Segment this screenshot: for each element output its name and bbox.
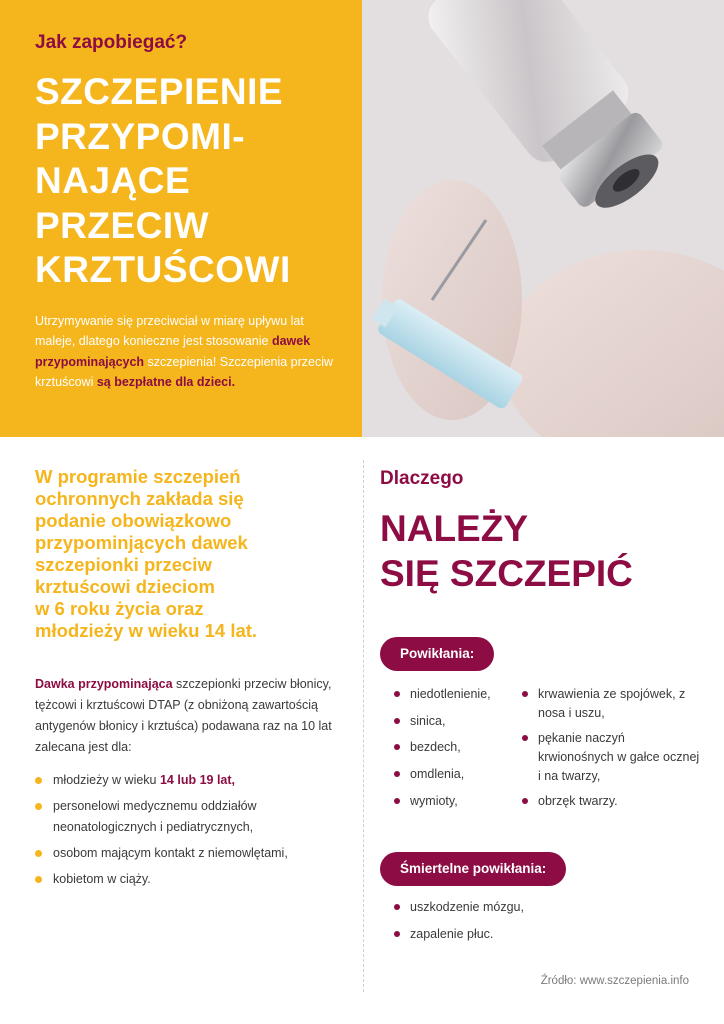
fatal-complications-badge: Śmiertelne powikłania: xyxy=(380,852,566,886)
headline-line: KRZTUŚCOWI xyxy=(35,249,291,290)
hero-headline xyxy=(35,70,338,293)
lead-line: ochronnych zakłada się xyxy=(35,488,244,509)
headline-line: NALEŻY xyxy=(380,508,528,549)
booster-dose-text: szczepionki przeciw błonicy, tężcowi i krztuścowi DTAP (z obniżoną zawartością antygenów błonicy i krztuśca) podawana raz na 10 lat zalecana jest dla: xyxy=(35,677,332,754)
lead-line: młodzieży w wieku 14 lat. xyxy=(35,620,258,641)
lead-line: W programie szczepień xyxy=(35,466,241,487)
complications-badge: Powikłania: xyxy=(380,637,494,671)
intro-text: Utrzymywanie się przeciwciał w miarę upływu lat maleje, dlatego konieczne jest stosowanie xyxy=(35,313,304,348)
lead-line: krztuścowi dzieciom xyxy=(35,576,215,597)
headline-line: PRZECIW xyxy=(35,204,210,246)
complications-list-col2 xyxy=(522,685,702,817)
lead-line: podanie obowiązkowo xyxy=(35,510,232,531)
booster-dose-paragraph xyxy=(35,674,335,758)
hero-text-panel xyxy=(0,0,362,437)
list-item xyxy=(35,770,335,791)
hero-kicker: Jak zapobiegać? xyxy=(35,32,188,53)
list-item: sinica, xyxy=(394,712,519,731)
list-item-text: personelowi medycznemu oddziałów neonatologicznych i pediatrycznych, xyxy=(53,799,257,834)
vaccine-vial-syringe-illustration xyxy=(362,0,724,437)
source-note: Źródło: www.szczepienia.info xyxy=(540,975,689,987)
recommended-groups-list xyxy=(35,770,335,890)
list-item-text: osobom mającym kontakt z niemowlętami, xyxy=(53,846,288,860)
headline-line: NAJĄCE xyxy=(35,160,191,201)
headline-line: PRZYPOMI- xyxy=(35,115,246,157)
list-item xyxy=(35,843,335,864)
list-item: krwawienia ze spojówek, z nosa i uszu, xyxy=(522,685,702,723)
list-item-bold: 14 lub 19 lat, xyxy=(159,773,236,787)
vaccine-photo xyxy=(362,0,724,437)
column-divider xyxy=(363,460,364,992)
list-item: niedotlenienie, xyxy=(394,685,519,704)
lead-line: przypominjących dawek xyxy=(35,532,248,553)
list-item: wymioty, xyxy=(394,792,519,811)
list-item: bezdech, xyxy=(394,738,519,757)
headline-line: SIĘ SZCZEPIĆ xyxy=(380,553,633,594)
right-column xyxy=(380,466,710,596)
list-item: pękanie naczyń krwionośnych w gałce ocznej i na twarzy, xyxy=(522,729,702,786)
lead-line: szczepionki przeciw xyxy=(35,554,212,575)
hero-section xyxy=(0,0,724,437)
fatal-complications-list xyxy=(394,898,654,952)
why-kicker: Dlaczego xyxy=(380,468,464,489)
intro-text: szczepienia! Szczepienia przeciw krztuścowi xyxy=(35,354,334,389)
intro-bold: są bezpłatne dla dzieci. xyxy=(96,375,236,389)
booster-dose-bold: Dawka przypominająca xyxy=(35,677,173,691)
list-item: obrzęk twarzy. xyxy=(522,792,702,811)
lead-line: w 6 roku życia oraz xyxy=(35,598,204,619)
hero-intro xyxy=(35,311,335,393)
headline-line: SZCZEPIENIE xyxy=(35,71,284,112)
complications-list-col1 xyxy=(394,685,519,818)
list-item: uszkodzenie mózgu, xyxy=(394,898,654,917)
intro-bold: dawek przypominających xyxy=(35,334,311,369)
program-lead-text xyxy=(35,466,335,642)
must-vaccinate-headline xyxy=(380,506,710,596)
list-item-text: młodzieży w wieku xyxy=(53,773,160,787)
list-item xyxy=(35,796,335,838)
list-item: omdlenia, xyxy=(394,765,519,784)
left-column xyxy=(35,466,335,895)
list-item xyxy=(35,869,335,890)
list-item-text: kobietom w ciąży. xyxy=(53,872,151,886)
list-item: zapalenie płuc. xyxy=(394,925,654,944)
